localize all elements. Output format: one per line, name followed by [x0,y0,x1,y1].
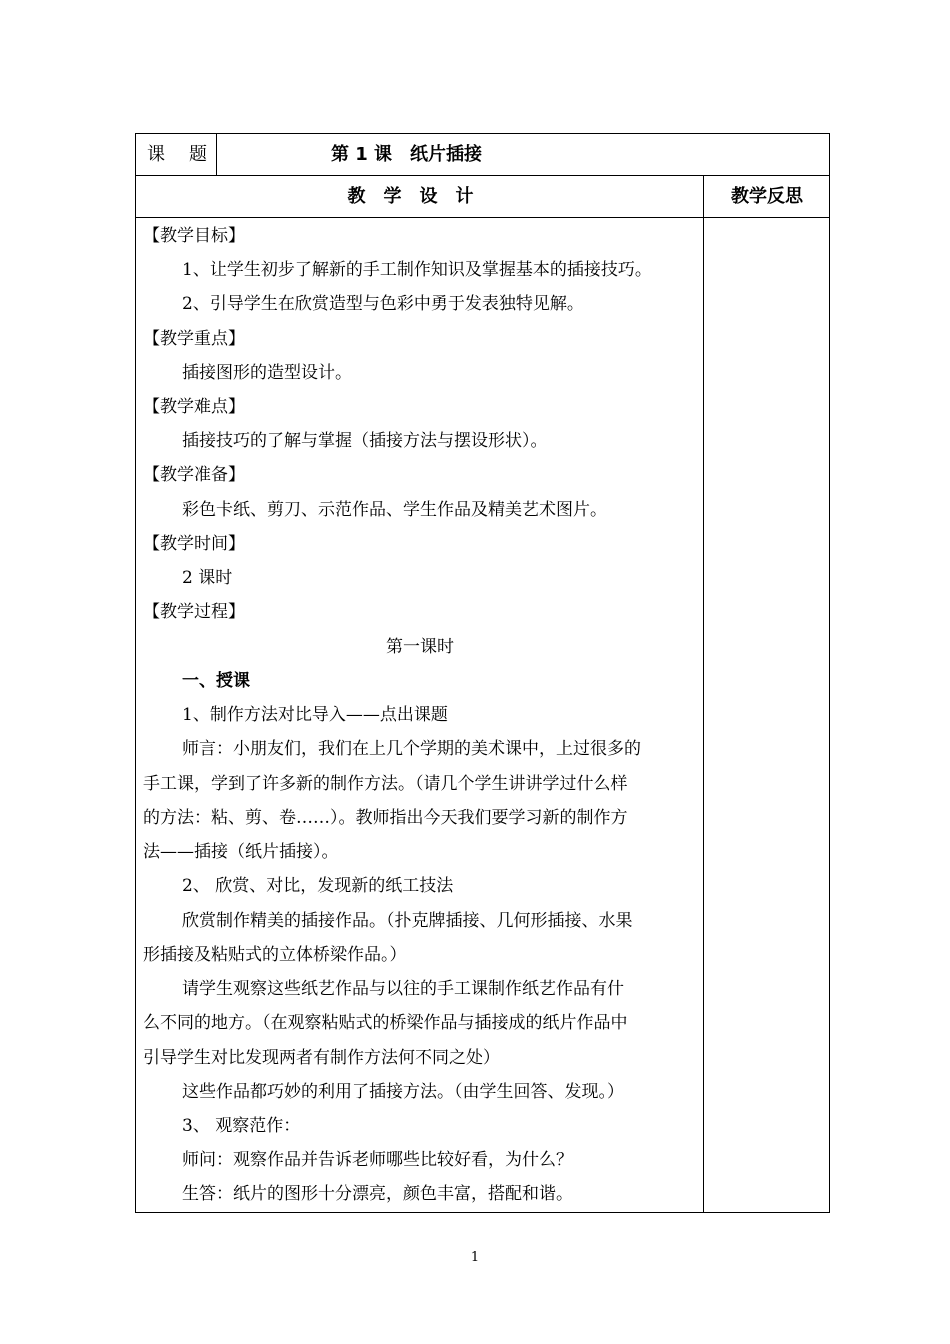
paragraph-line: 的方法：粘、剪、卷……）。教师指出今天我们要学习新的制作方 [143,808,628,828]
paragraph-line: 这些作品都巧妙的利用了插接方法。（由学生回答、发现。） [182,1082,624,1102]
section-heading-goals: 【教学目标】 [143,226,245,246]
table-header-row [136,176,829,218]
paragraph-line: 请学生观察这些纸艺作品与以往的手工课制作纸艺作品有什 [182,979,624,999]
paragraph-line: 1、让学生初步了解新的手工制作知识及掌握基本的插接技巧。 [182,260,652,280]
paragraph-line: 1、制作方法对比导入——点出课题 [182,705,448,725]
course-label [136,134,217,175]
section-heading-difficulties: 【教学难点】 [143,397,245,417]
paragraph-line: 插接技巧的了解与掌握（插接方法与摆设形状）。 [182,431,548,451]
teaching-design-content [136,218,704,1212]
teaching-design-heading: 教学设计 [136,176,704,217]
section-heading-process: 【教学过程】 [143,602,245,622]
teaching-reflection-content [704,218,830,1212]
paragraph-line: 2 课时 [182,568,233,588]
paragraph-line: 法——插接（纸片插接）。 [143,842,339,862]
subsection-heading: 一、授课 [182,671,250,691]
section-heading-time: 【教学时间】 [143,534,245,554]
paragraph-line: 2、引导学生在欣赏造型与色彩中勇于发表独特见解。 [182,294,584,314]
paragraph-line: 欣赏制作精美的插接作品。（扑克牌插接、几何形插接、水果 [182,911,633,931]
course-label-char-2: 题 [189,144,207,165]
paragraph-line: 2、 欣赏、对比，发现新的纸工技法 [182,876,454,896]
page-number: 1 [470,1250,480,1265]
course-title-row [136,134,829,176]
lesson-period-heading: 第一课时 [386,637,454,657]
paragraph-line: 师言：小朋友们，我们在上几个学期的美术课中，上过很多的 [182,739,641,759]
paragraph-line: 插接图形的造型设计。 [182,363,352,383]
section-heading-preparation: 【教学准备】 [143,465,245,485]
paragraph-line: 师问：观察作品并告诉老师哪些比较好看，为什么？ [182,1150,573,1170]
teaching-reflection-heading: 教学反思 [731,186,803,207]
paragraph-line: 生答：纸片的图形十分漂亮，颜色丰富，搭配和谐。 [182,1184,573,1204]
paragraph-line: 彩色卡纸、剪刀、示范作品、学生作品及精美艺术图片。 [182,500,607,520]
paragraph-line: 形插接及粘贴式的立体桥梁作品。） [143,945,407,965]
course-title: 第 1 课 纸片插接 [331,144,483,165]
course-label-char-1: 课 [147,144,165,165]
lesson-plan-table [135,133,830,1213]
paragraph-line: 手工课，学到了许多新的制作方法。（请几个学生讲讲学过什么样 [143,774,628,794]
section-heading-key-points: 【教学重点】 [143,329,245,349]
paragraph-line: 引导学生对比发现两者有制作方法何不同之处） [143,1048,500,1068]
paragraph-line: 3、 观察范作： [182,1116,301,1136]
paragraph-line: 么不同的地方。（在观察粘贴式的桥梁作品与插接成的纸片作品中 [143,1013,628,1033]
